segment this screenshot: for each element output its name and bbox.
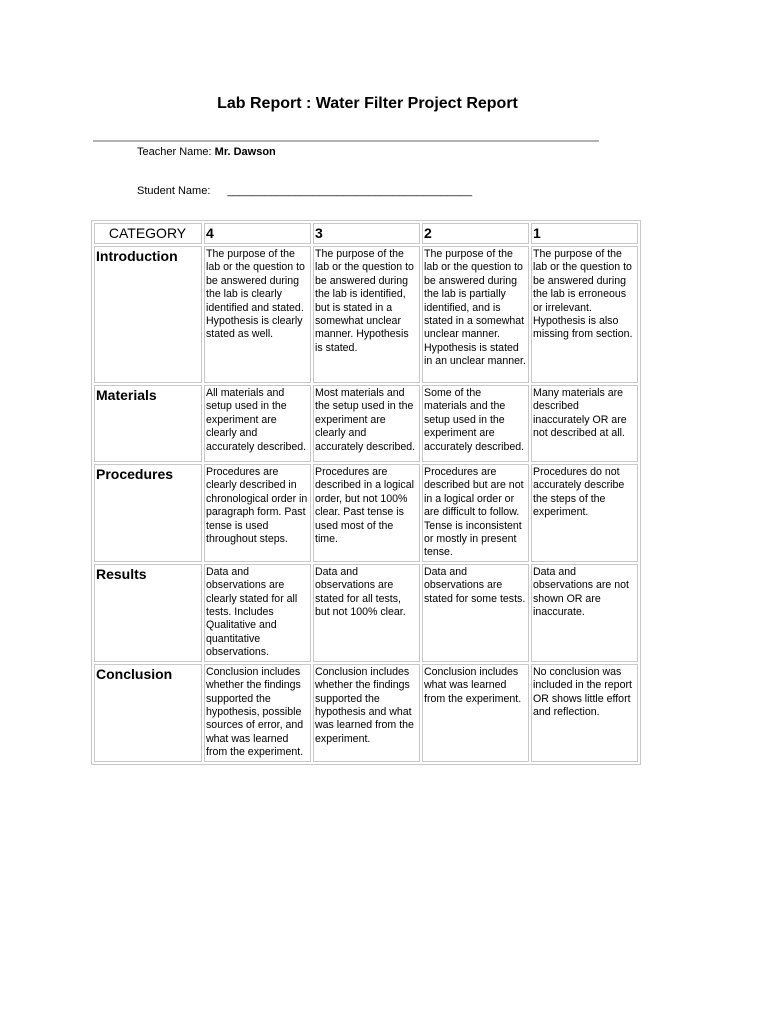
- rubric-cell: The purpose of the lab or the question to be answered during the lab is clearly identified and stated. Hypothesis is clearly stated as well.: [204, 246, 311, 383]
- title-divider: [93, 140, 599, 142]
- rubric-cell: Many materials are described inaccurately OR are not described at all.: [531, 385, 638, 462]
- student-name-blank: ________________________________________: [227, 185, 473, 197]
- teacher-label: Teacher Name:: [137, 146, 212, 158]
- rubric-row-procedures: [94, 464, 638, 562]
- header-level-2: 2: [422, 223, 529, 244]
- teacher-name: Mr. Dawson: [214, 146, 276, 158]
- rubric-cell: Conclusion includes whether the findings supported the hypothesis, possible sources of error, and what was learned from the experiment.: [204, 664, 311, 762]
- header-level-4: 4: [204, 223, 311, 244]
- rubric-table: [91, 220, 641, 765]
- rubric-row-introduction: [94, 246, 638, 383]
- rubric-cell: Most materials and the setup used in the experiment are clearly and accurately described.: [313, 385, 420, 462]
- rubric-cell: Data and observations are stated for some tests.: [422, 564, 529, 662]
- rubric-row-conclusion: [94, 664, 638, 762]
- header-category: CATEGORY: [94, 223, 202, 244]
- rubric-cell: Conclusion includes whether the findings supported the hypothesis and what was learned from the experiment.: [313, 664, 420, 762]
- category-procedures: Procedures: [94, 464, 202, 562]
- rubric-cell: Conclusion includes what was learned from the experiment.: [422, 664, 529, 762]
- page-title: Lab Report : Water Filter Project Report: [217, 95, 518, 112]
- student-label: Student Name:: [137, 185, 211, 197]
- teacher-line: [137, 146, 276, 158]
- header-level-3: 3: [313, 223, 420, 244]
- category-conclusion: Conclusion: [94, 664, 202, 762]
- rubric-cell: The purpose of the lab or the question to be answered during the lab is identified, but is stated in a somewhat unclear manner. Hypothesis is stated.: [313, 246, 420, 383]
- rubric-header-row: [94, 223, 638, 244]
- rubric-cell: Procedures are described in a logical order, but not 100% clear. Past tense is used most of the time.: [313, 464, 420, 562]
- rubric-cell: The purpose of the lab or the question to be answered during the lab is partially identified, and is stated in a somewhat unclear manner. Hypothesis is stated in an unclear manner.: [422, 246, 529, 383]
- rubric-cell: Some of the materials and the setup used in the experiment are accurately described.: [422, 385, 529, 462]
- header-level-1: 1: [531, 223, 638, 244]
- category-introduction: Introduction: [94, 246, 202, 383]
- rubric-cell: Procedures are described but are not in a logical order or are difficult to follow. Tense is inconsistent or mostly in present tense.: [422, 464, 529, 562]
- rubric-cell: Data and observations are clearly stated for all tests. Includes Qualitative and quantitative observations.: [204, 564, 311, 662]
- rubric-row-results: [94, 564, 638, 662]
- rubric-cell: The purpose of the lab or the question to be answered during the lab is erroneous or irrelevant. Hypothesis is also missing from section.: [531, 246, 638, 383]
- category-materials: Materials: [94, 385, 202, 462]
- rubric-cell: All materials and setup used in the experiment are clearly and accurately described.: [204, 385, 311, 462]
- rubric-cell: Procedures do not accurately describe the steps of the experiment.: [531, 464, 638, 562]
- rubric-row-materials: [94, 385, 638, 462]
- rubric-cell: No conclusion was included in the report OR shows little effort and reflection.: [531, 664, 638, 762]
- rubric-cell: Data and observations are not shown OR are inaccurate.: [531, 564, 638, 662]
- rubric-cell: Procedures are clearly described in chronological order in paragraph form. Past tense is used throughout steps.: [204, 464, 311, 562]
- category-results: Results: [94, 564, 202, 662]
- rubric-cell: Data and observations are stated for all tests, but not 100% clear.: [313, 564, 420, 662]
- student-line: [137, 185, 472, 197]
